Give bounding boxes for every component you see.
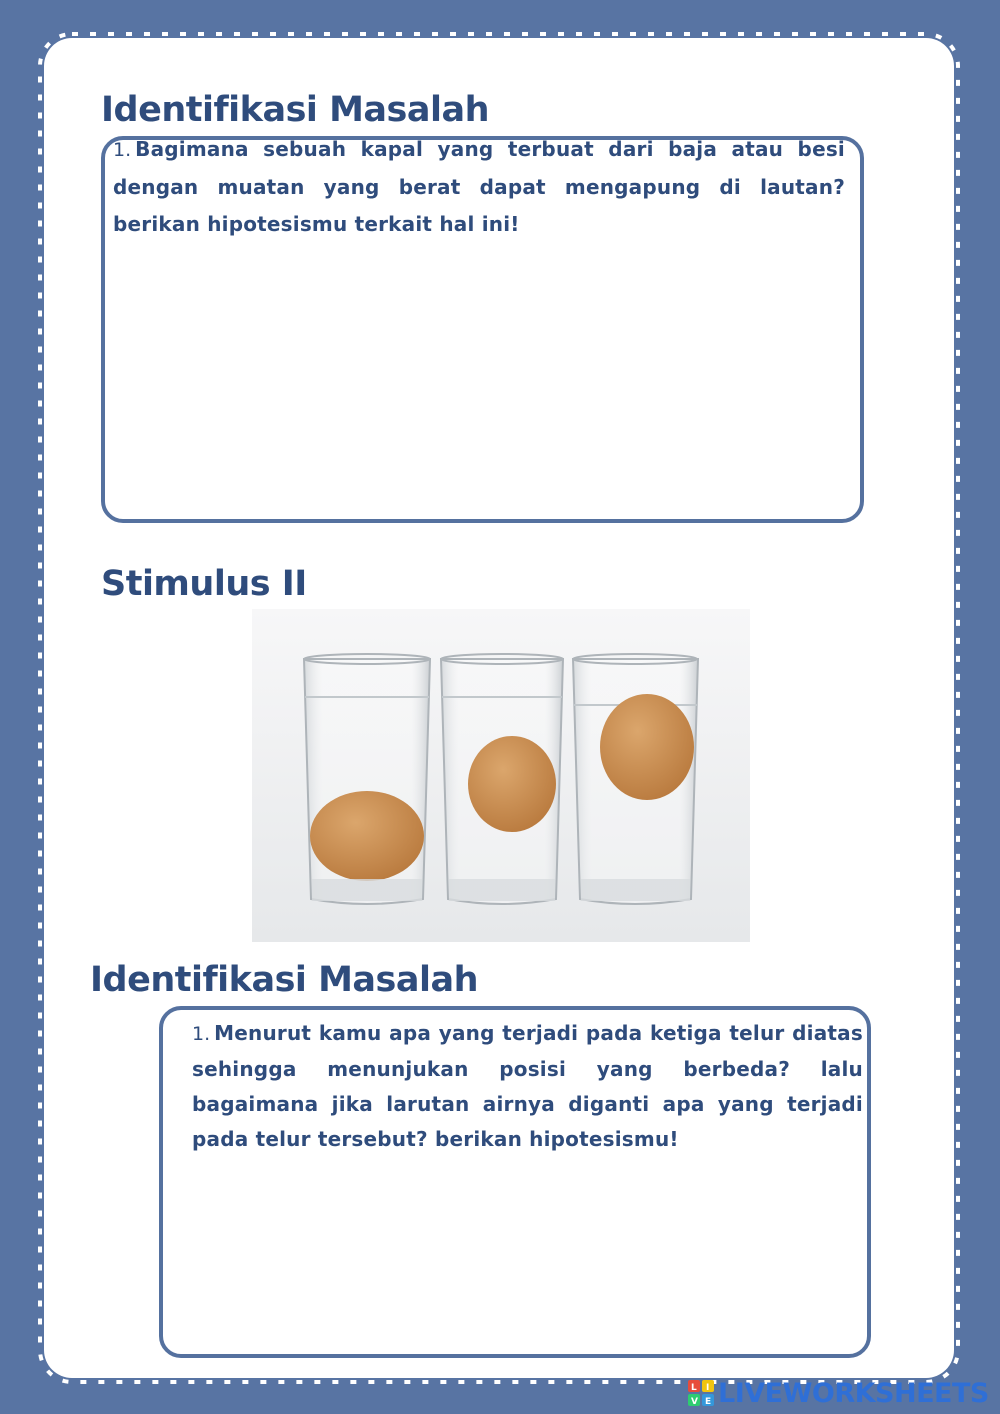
question-1-number: 1. bbox=[113, 139, 132, 161]
question-2-number: 1. bbox=[192, 1023, 211, 1045]
glass-floating-egg bbox=[573, 654, 698, 904]
glass-suspended-egg bbox=[441, 654, 563, 904]
question-2 bbox=[192, 1016, 863, 1157]
glass-sinking-egg bbox=[304, 654, 430, 904]
question-2-text: Menurut kamu apa yang terjadi pada ketiga telur diatas sehingga menunjukan posisi yang berbeda? lalu bagaimana jika larutan airnya diganti apa yang terjadi pada telur tersebut? berikan hipotesismu! bbox=[192, 1021, 863, 1151]
svg-text:E: E bbox=[705, 1397, 712, 1406]
question-1-text: Bagimana sebuah kapal yang terbuat dari baja atau besi dengan muatan yang berat dapat mengapung di lautan? berikan hipotesismu terkait hal ini! bbox=[113, 137, 845, 236]
svg-text:I: I bbox=[706, 1383, 710, 1393]
svg-text:V: V bbox=[691, 1397, 698, 1406]
svg-text:L: L bbox=[691, 1383, 697, 1393]
liveworksheets-logo bbox=[688, 1376, 989, 1410]
section2-heading: Identifikasi Masalah bbox=[90, 960, 479, 1000]
question-1 bbox=[113, 131, 845, 243]
liveworksheets-logo-icon bbox=[688, 1380, 714, 1406]
section1-heading: Identifikasi Masalah bbox=[101, 90, 490, 130]
liveworksheets-wordmark: LIVEWORKSHEETS bbox=[718, 1377, 989, 1409]
stimulus-heading: Stimulus II bbox=[101, 564, 307, 604]
eggs-in-water-photo bbox=[252, 609, 750, 942]
